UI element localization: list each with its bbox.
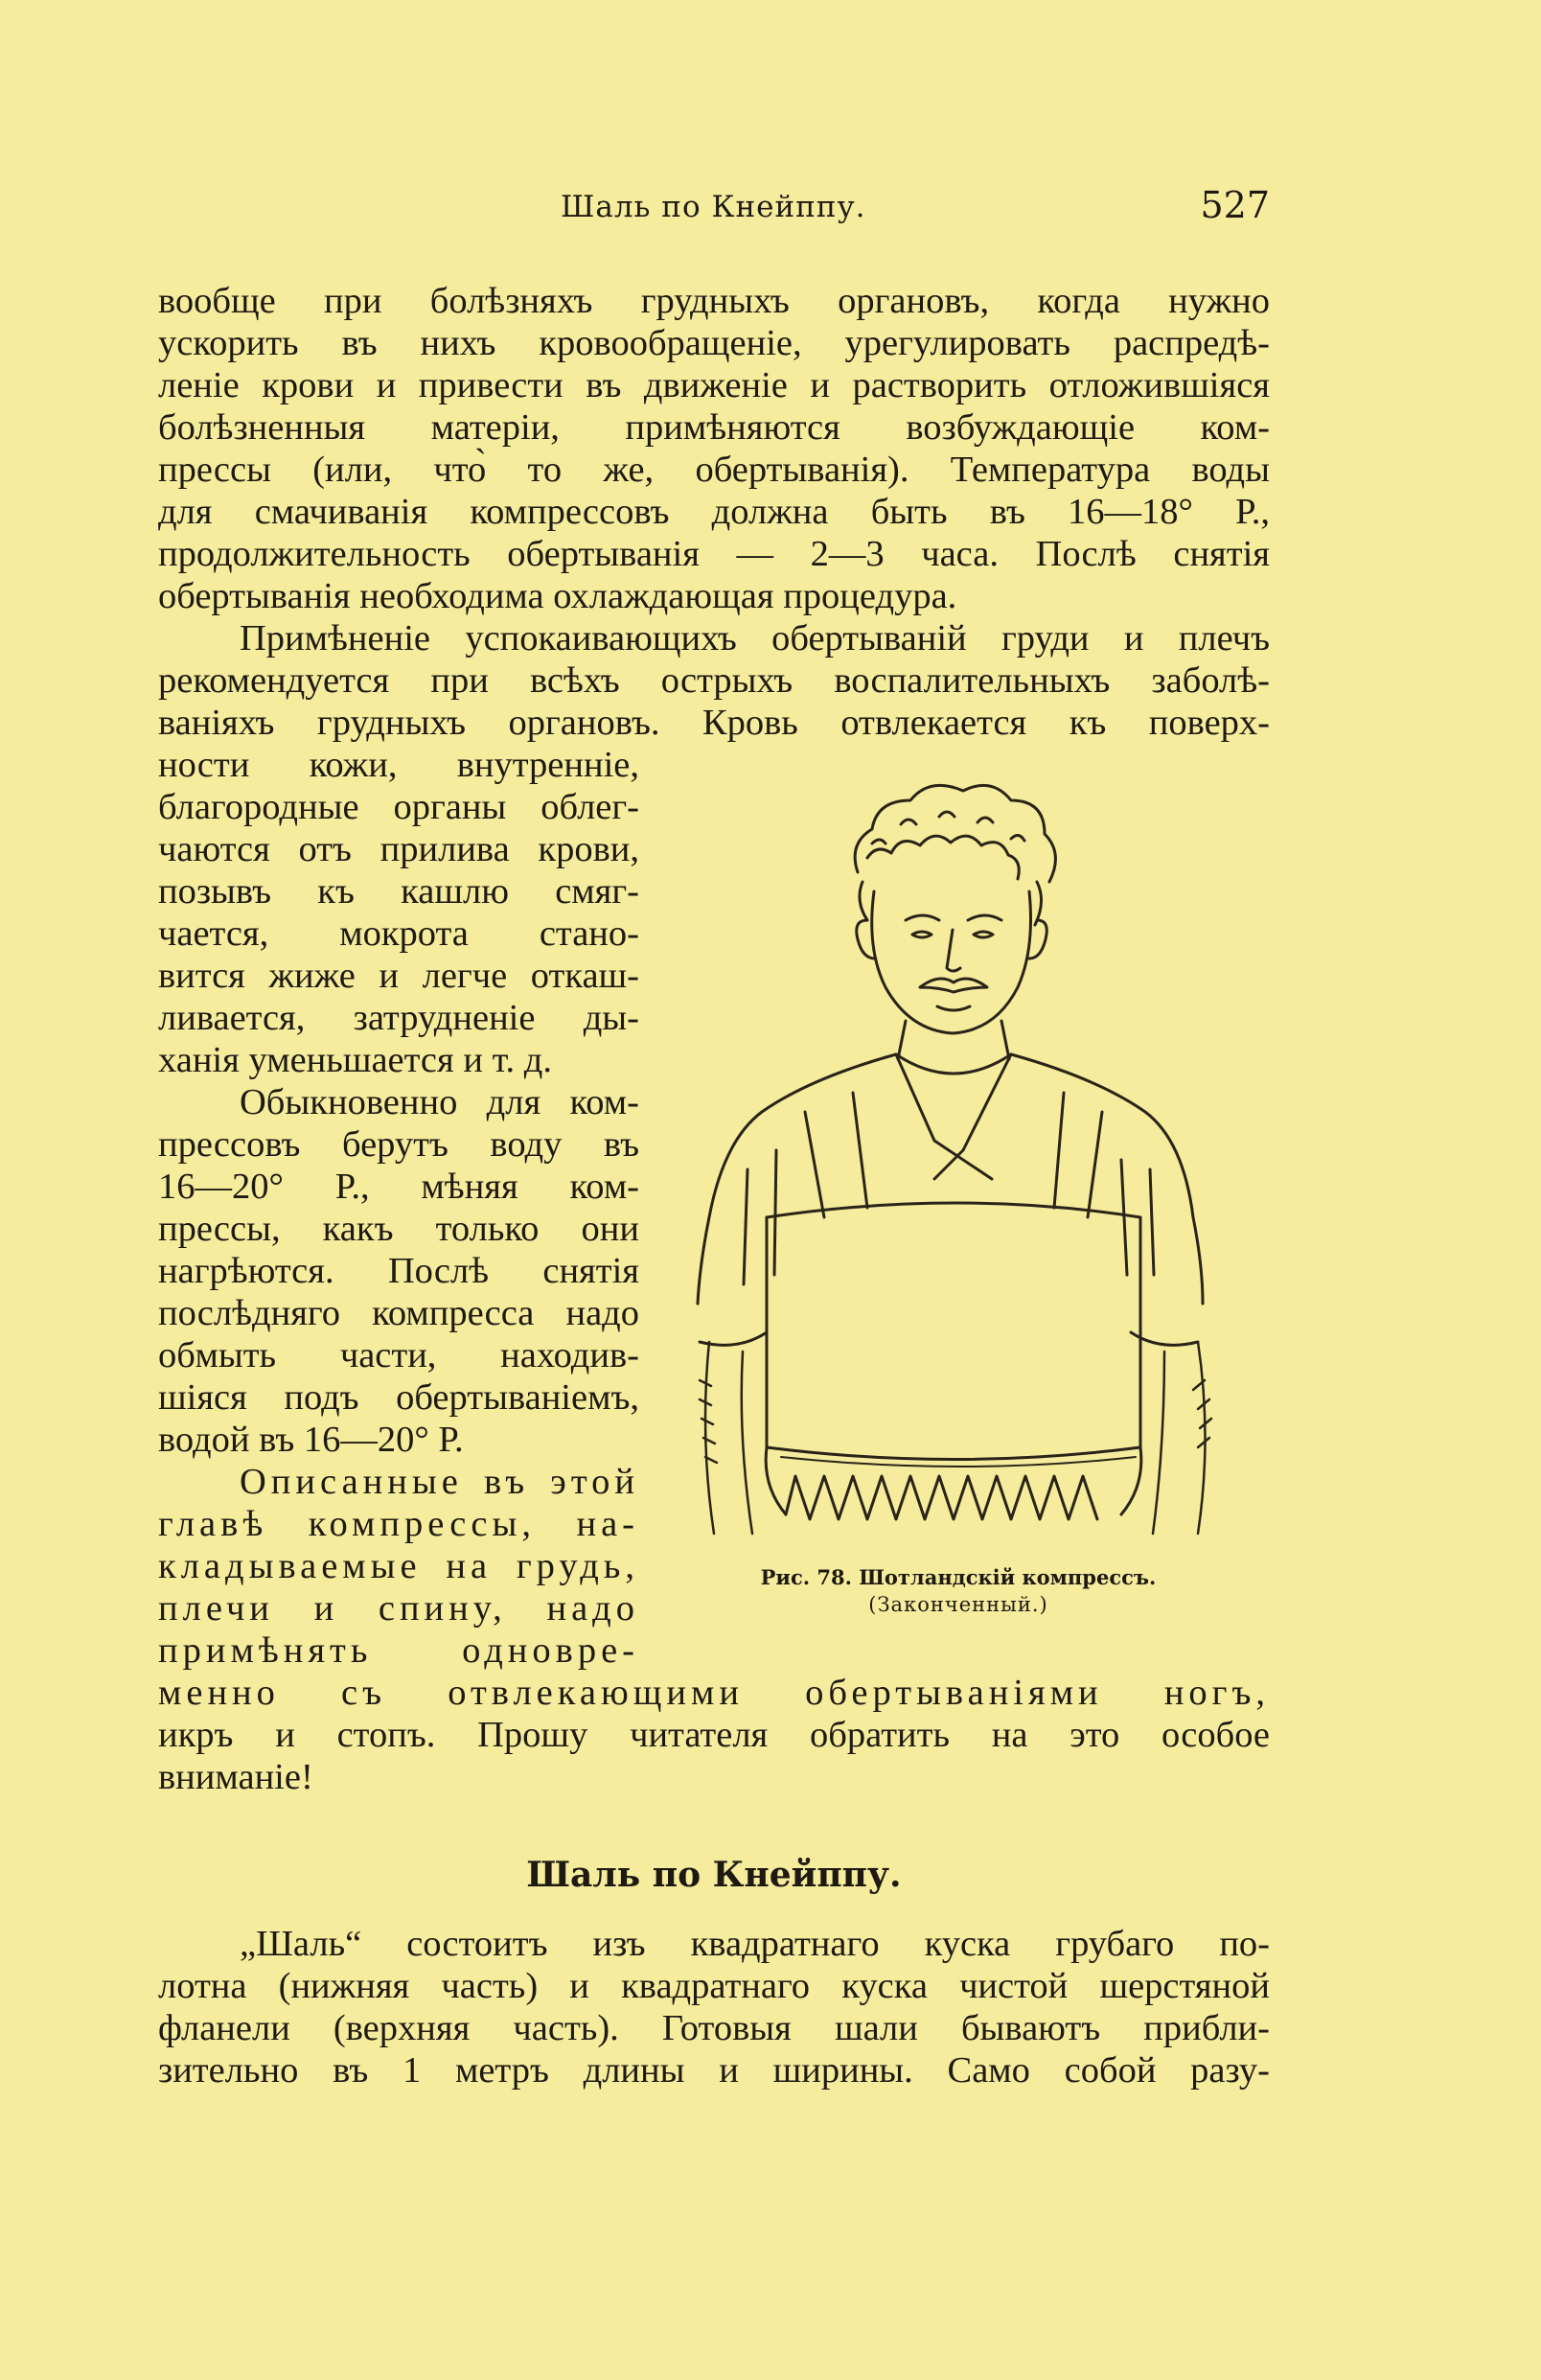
text-line: кладываемые на грудь, (158, 1546, 639, 1586)
text-line: Примѣненіе успокаивающихъ обертываній груди и плечъ (240, 618, 1270, 659)
text-line: ускорить въ нихъ кровообращеніе, урегулировать распредѣ- (158, 323, 1270, 363)
text-line: ливается, затрудненіе ды- (158, 998, 639, 1038)
figure-caption-subtitle: (Законченный.) (868, 1593, 1048, 1616)
text-line: прессы (или, что̀ то же, обертыванія). Температура воды (158, 450, 1270, 490)
text-line: икръ и стопъ. Прошу читателя обратить на это особое (158, 1715, 1270, 1755)
section-heading: Шаль по Кнейппу. (526, 1855, 902, 1895)
running-title: Шаль по Кнейппу. (561, 190, 866, 224)
page-number: 527 (1200, 184, 1270, 226)
text-line: шіяся подъ обертываніемъ, (158, 1377, 639, 1418)
text-line: плечи и спину, надо (158, 1588, 639, 1629)
text-line: фланели (верхняя часть). Готовыя шали бываютъ прибли- (158, 2008, 1270, 2048)
arms-drawing (700, 1342, 1211, 1534)
text-line: менно съ отвлекающими обертываніями ногъ, (158, 1673, 1270, 1713)
figure-caption (661, 1564, 1255, 1618)
text-line: прессовъ берутъ воду въ (158, 1124, 639, 1165)
text-line: послѣдняго компресса надо (158, 1293, 639, 1333)
text-line: ваніяхъ грудныхъ органовъ. Кровь отвлекается къ поверх- (158, 703, 1270, 743)
figure-caption-title: Рис. 78. Шотландскій компрессъ. (760, 1565, 1157, 1589)
text-line: 16—20° Р., мѣняя ком- (158, 1167, 639, 1207)
text-line: чается, мокрота стано- (158, 913, 639, 954)
text-line: болѣзненныя матеріи, примѣняются возбуждающіе ком- (158, 407, 1270, 448)
text-line: примѣнять одновре- (158, 1630, 639, 1671)
shirt-drawing (698, 1021, 1203, 1345)
text-line: водой въ 16—20° Р. (158, 1420, 464, 1460)
text-line: вообще при болѣзняхъ грудныхъ органовъ, когда нужно (158, 281, 1270, 321)
text-line: прессы, какъ только они (158, 1209, 639, 1249)
text-line: зительно въ 1 метръ длины и ширины. Само собой разу- (158, 2050, 1270, 2091)
text-line: обертыванія необходима охлаждающая процедура. (158, 576, 957, 616)
text-line: рекомендуется при всѣхъ острыхъ воспалительныхъ заболѣ- (158, 660, 1270, 701)
text-line: „Шаль“ состоитъ изъ квадратнаго куска грубаго по- (240, 1924, 1270, 1964)
text-line: ханія уменьшается и т. д. (158, 1040, 552, 1080)
text-line: лотна (нижняя часть) и квадратнаго куска чистой шерстяной (158, 1966, 1270, 2006)
text-line: обмыть части, находив- (158, 1335, 639, 1375)
text-line: чаются отъ прилива крови, (158, 829, 639, 869)
hair-drawing (855, 785, 1055, 925)
text-line: Обыкновенно для ком- (240, 1082, 639, 1122)
face-drawing (857, 891, 1047, 1033)
text-line: благородные органы облег- (158, 787, 639, 827)
text-line: для смачиванія компрессовъ должна быть въ 16—18° Р., (158, 492, 1270, 532)
text-line: вится жиже и легче откаш- (158, 956, 639, 996)
text-line: позывъ къ кашлю смяг- (158, 871, 639, 912)
man-with-compress-engraving (661, 767, 1255, 1562)
running-head (158, 184, 1270, 238)
text-line: нагрѣются. Послѣ снятія (158, 1251, 639, 1291)
text-line: продолжительность обертыванія — 2—3 часа. Послѣ снятія (158, 534, 1270, 574)
figure-illustration (661, 767, 1255, 1658)
text-line: леніе крови и привести въ движеніе и растворить отложившіяся (158, 365, 1270, 405)
text-line: главѣ компрессы, на- (158, 1504, 639, 1544)
compress-band-drawing (766, 1203, 1141, 1519)
text-line: вниманіе! (158, 1757, 313, 1797)
text-line: Описанные въ этой (240, 1462, 639, 1502)
text-line: ности кожи, внутренніе, (158, 745, 639, 785)
